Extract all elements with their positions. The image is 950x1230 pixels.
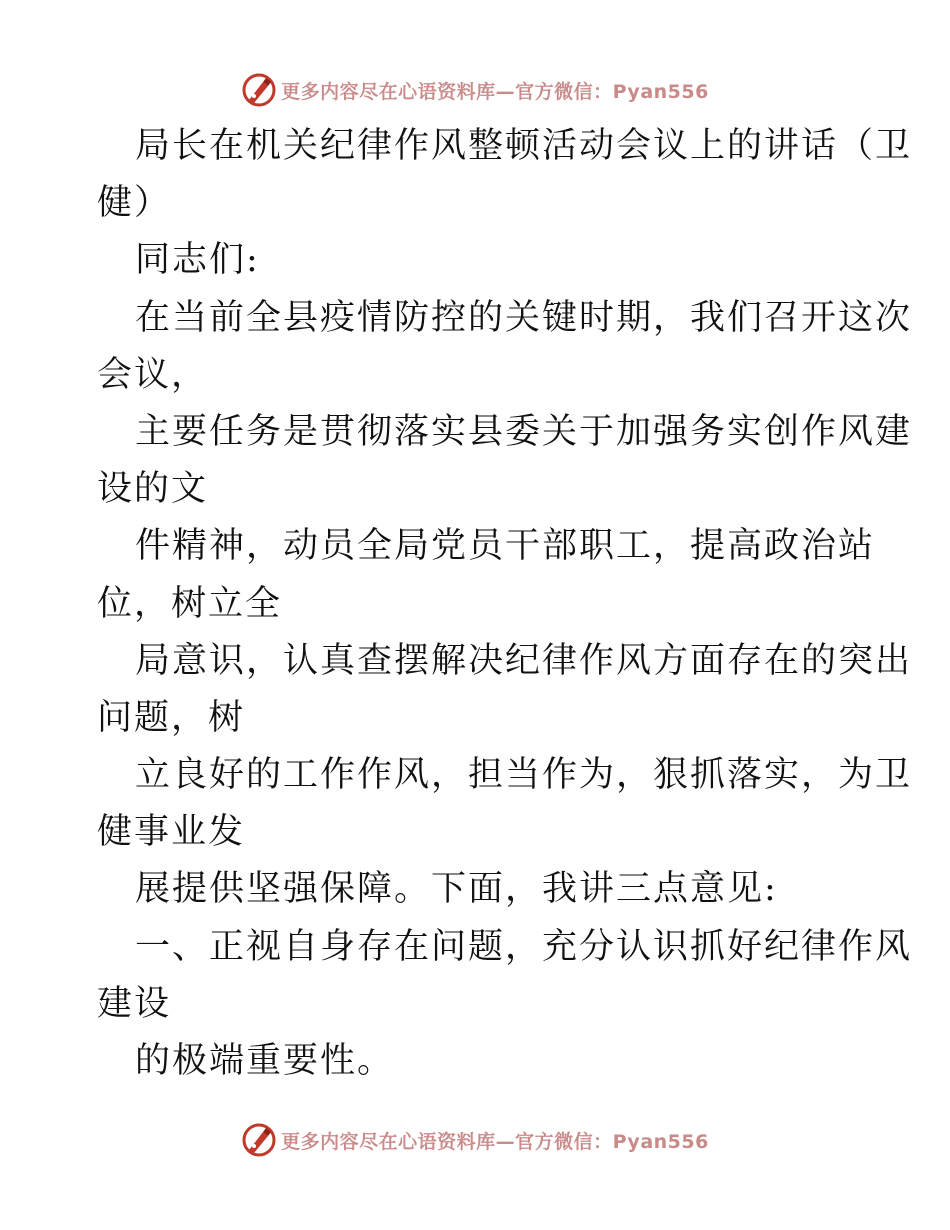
watermark-text: 更多内容尽在心语资料库—官方微信：Pyan556 — [281, 1130, 709, 1153]
text-line: 件精神，动员全局党员干部职工，提高政治站 — [135, 526, 876, 567]
text-line: 问题，树 — [97, 697, 246, 738]
watermark-banner-top — [0, 68, 950, 112]
pen-logo-icon — [241, 1122, 277, 1158]
text-line: 局意识，认真查摆解决纪律作风方面存在的突出 — [135, 640, 913, 681]
text-line: 一、正视自身存在问题，充分认识抓好纪律作风 — [135, 926, 913, 967]
text-line: 会议， — [97, 354, 209, 395]
text-line: 局长在机关纪律作风整顿活动会议上的讲话（卫 — [135, 126, 913, 166]
text-line: 的极端重要性。 — [135, 1041, 395, 1081]
text-line: 在当前全县疫情防控的关键时期，我们召开这次 — [135, 297, 913, 338]
text-line: 设的文 — [97, 469, 209, 510]
text-line: 健事业发 — [97, 812, 246, 853]
watermark-text: 更多内容尽在心语资料库—官方微信：Pyan556 — [281, 80, 709, 103]
text-line: 主要任务是贯彻落实县委关于加强务实创作风建 — [135, 411, 913, 452]
text-line: 展提供坚强保障。下面，我讲三点意见: — [135, 869, 778, 910]
text-line: 健） — [97, 183, 172, 224]
watermark-banner-bottom — [0, 1118, 950, 1162]
document-body — [97, 118, 913, 1090]
pen-logo-icon — [241, 72, 277, 108]
text-line: 建设 — [97, 983, 172, 1024]
text-line: 立良好的工作作风，担当作为，狠抓落实，为卫 — [135, 755, 913, 796]
text-line: 位，树立全 — [97, 583, 283, 624]
text-line: 同志们: — [135, 240, 260, 281]
